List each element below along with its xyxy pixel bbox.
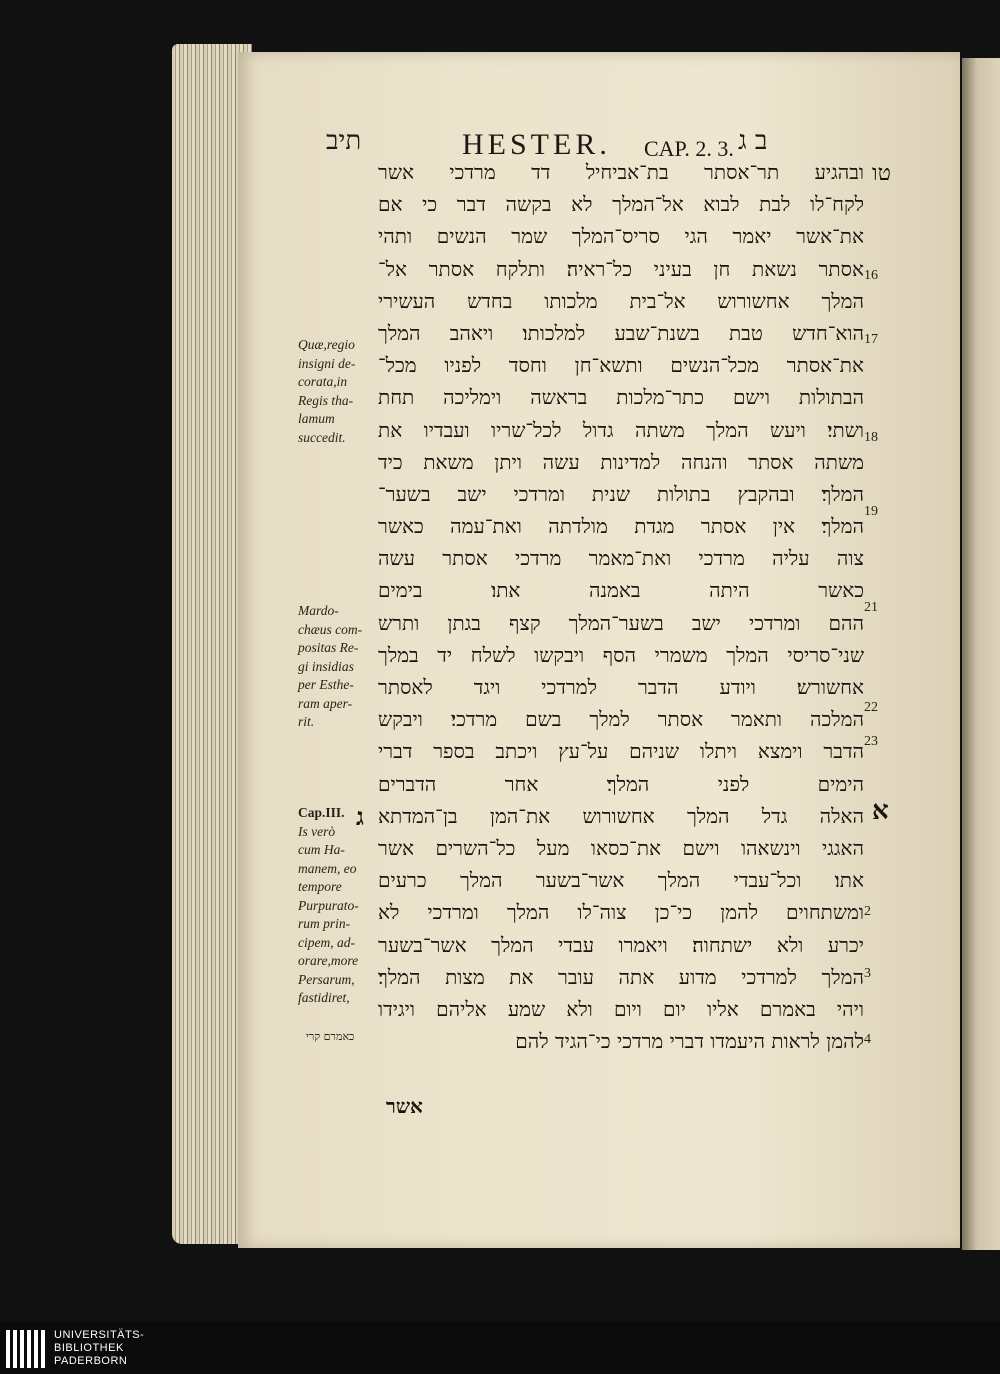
margin-note-line: lamum <box>298 411 335 426</box>
margin-note-line: rit. <box>298 714 315 729</box>
text-line: להמן לראות היעמדו דברי מרדכי כי־הגיד להם <box>515 1029 864 1054</box>
verse-number: 21 <box>864 600 878 615</box>
verse-number: 18 <box>864 430 878 445</box>
margin-note-line: chæus com- <box>298 621 363 637</box>
text-line: אחשורש׃ ויודע הדבר למרדכי ויגד לאסתר <box>378 675 864 699</box>
facing-page-edge <box>962 58 1000 1250</box>
margin-note-mordecai <box>298 602 378 732</box>
library-name-line: PADERBORN <box>54 1355 128 1367</box>
verse-number: 22 <box>864 700 878 715</box>
text-line: המלך אחשורוש אל־בית מלכותו בחדש העשירי <box>378 288 864 313</box>
folio: תיב <box>326 126 362 156</box>
margin-note-line: orare,more <box>298 953 359 968</box>
qere-note: כאמרם קרי <box>306 1030 355 1043</box>
margin-note-line: Mardo- <box>298 603 339 618</box>
text-line: אסתר נשאת חן בעיני כל־ראיה׃ ותלקח אסתר אל־ <box>378 256 864 281</box>
margin-note-line: Persarum, <box>298 971 355 987</box>
chapter-label: CAP. 2. 3. <box>644 136 734 161</box>
text-line: לקח־לו לבת לבוא אל־המלך לא בקשה דבר כי אם <box>378 192 864 217</box>
margin-note-line: gi insidias <box>298 658 354 674</box>
text-line: הדבר וימצא ויתלו שניהם על־עץ ויכתב בספר דברי <box>378 739 864 764</box>
verse-number: 3 <box>864 966 871 981</box>
verse-number: 2 <box>864 904 871 919</box>
margin-note-line: tempore <box>298 879 342 894</box>
margin-note-line: cum Ha- <box>298 842 345 857</box>
text-line: יכרע ולא ישתחוה׃ ויאמרו עבדי המלך אשר־בשער <box>378 932 864 957</box>
library-name-line: BIBLIOTHEK <box>54 1342 124 1354</box>
margin-note-chapter-three <box>298 804 378 1008</box>
chapter-marker-inline: ג <box>356 802 364 831</box>
text-line: את־אשר יאמר הגי סריס־המלך שמר הנשים ותהי <box>378 224 864 249</box>
chapter-marker: א <box>872 796 889 826</box>
text-line: אתו׃ וכל־עבדי המלך אשר־בשער המלך כרעים <box>378 868 864 893</box>
text-line: ההם ומרדכי ישב בשער־המלך קצף בגתן ותרש <box>378 610 864 635</box>
text-line: המלכה ותאמר אסתר למלך בשם מרדכי׃ ויבקש <box>378 707 864 732</box>
margin-note-line: Is verò <box>298 823 336 839</box>
margin-note-line: ram aper- <box>298 695 353 711</box>
text-line: הבתולות וישם כתר־מלכות בראשה וימליכה תחת <box>378 385 864 410</box>
verse-number: 23 <box>864 734 878 749</box>
margin-note-line: succedit. <box>298 429 346 445</box>
margin-note-line: Purpurato- <box>298 897 359 913</box>
margin-note-line: per Esthe- <box>298 677 354 692</box>
text-line: צוה עליה מרדכי ואת־מאמר מרדכי אסתר עשה <box>378 546 864 571</box>
hebrew-text-block <box>378 156 864 1057</box>
margin-note-heading: Cap.III. <box>298 805 345 820</box>
verse-number: 16 <box>864 268 878 283</box>
text-line: כאשר היתה באמנה אתו׃ בימים <box>378 578 864 603</box>
margin-note-line: positas Re- <box>298 640 359 655</box>
library-name <box>54 1329 144 1368</box>
margin-note-line: Quæ,regio <box>298 337 355 352</box>
text-line: ובהגיע תר־אסתר בת־אביחיל דד מרדכי אשר <box>378 160 864 184</box>
text-line: הימים לפני המלך׃ אחר הדברים <box>378 771 864 796</box>
text-line: משתה אסתר והנחה למדינות עשה ויתן משאת כיד <box>378 449 864 474</box>
margin-note-line: insigni de- <box>298 355 356 371</box>
text-line: שני־סריסי המלך משמרי הסף ויבקשו לשלח יד במלך <box>378 642 864 667</box>
margin-note-line: cipem, ad- <box>298 934 355 950</box>
library-logo-icon <box>6 1330 48 1368</box>
text-line: המלך׃ אין אסתר מגדת מולדתה ואת־עמה כאשר <box>378 514 864 539</box>
library-name-line: UNIVERSITÄTS- <box>54 1329 145 1341</box>
margin-note-line: fastidiret, <box>298 990 350 1005</box>
verse-number: 17 <box>864 332 878 347</box>
text-line: האגגי וינשאהו וישם את־כסאו מעל כל־השרים אשר <box>378 835 864 860</box>
margin-note-line: Regis tha- <box>298 392 354 408</box>
text-line: ושתי׃ ויעש המלך משתה גדול לכל־שריו ועבדיו את <box>378 417 864 442</box>
text-line: המלך למרדכי מדוע אתה עובר את מצות המלך׃ <box>378 964 864 989</box>
text-line: האלה גדל המלך אחשורוש את־המן בן־המדתא <box>378 803 864 828</box>
text-line: את־אסתר מכל־הנשים ותשא־חן וחסד לפניו מכל־ <box>378 353 864 378</box>
library-footer <box>0 1322 1000 1374</box>
margin-note-esther-crowned <box>298 336 378 447</box>
margin-note-line: corata,in <box>298 374 348 389</box>
verse-number: 4 <box>864 1032 871 1047</box>
verse-number: 19 <box>864 504 878 519</box>
text-line: ויהי באמרם אליו יום ויום ולא שמע אליהם ויגידו <box>378 996 864 1021</box>
margin-note-line: manem, eo <box>298 860 357 876</box>
margin-note-line: rum prin- <box>298 916 351 931</box>
verse-marker-15: טו <box>872 161 891 186</box>
text-line: ומשתחוים להמן כי־כן צוה־לו המלך ומרדכי לא <box>378 900 864 925</box>
text-line: הוא־חדש טבת בשנת־שבע למלכותו׃ ויאהב המלך <box>378 320 864 345</box>
chapter-letters-hebrew: ב ג <box>738 126 768 156</box>
catchword: אשר <box>386 1094 423 1118</box>
text-line: המלך׃ ובהקבץ בתולות שנית ומרדכי ישב בשער־ <box>378 481 864 506</box>
book-title: HESTER. <box>462 128 611 161</box>
